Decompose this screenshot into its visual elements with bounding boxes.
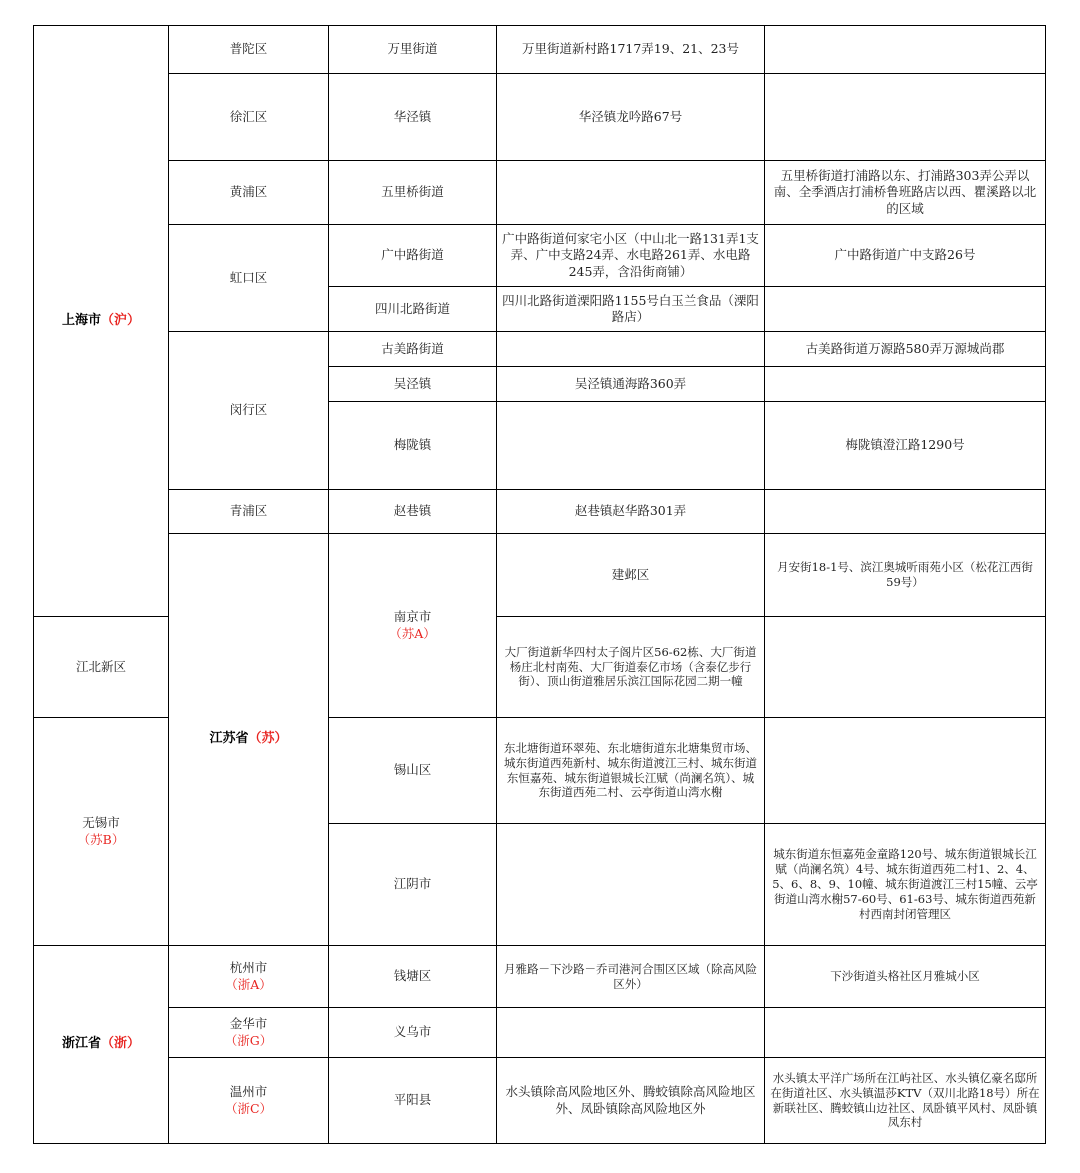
plate-code: （浙A） (225, 976, 272, 992)
mid-risk-cell (497, 332, 765, 367)
mid-risk-cell: 赵巷镇赵华路301弄 (497, 490, 765, 534)
province-cell-zhejiang (34, 946, 169, 1144)
area-cell: 江北新区 (34, 617, 169, 718)
high-risk-cell (765, 287, 1046, 332)
province-name: 浙江省 (61, 1036, 101, 1052)
mid-risk-cell: 万里街道新村路1717弄19、21、23号 (497, 26, 765, 74)
mid-risk-cell: 广中路街道何家宅小区（中山北一路131弄1支弄、广中支路24弄、水电路261弄、水电路245弄，含沿街商铺） (497, 225, 765, 287)
high-risk-cell: 水头镇太平洋广场所在江屿社区、水头镇亿豪名邸所在街道社区、水头镇温莎KTV（双川北路18号）所在新联社区、腾蛟镇山边社区、凤卧镇平风村、凤卧镇凤东村 (765, 1058, 1046, 1144)
province-abbr: （沪） (101, 312, 141, 328)
city-name: 南京市 (393, 609, 432, 625)
province-cell-jiangsu (169, 534, 329, 946)
mid-risk-cell: 华泾镇龙吟路67号 (497, 74, 765, 161)
district-cell: 青浦区 (169, 490, 329, 534)
district-cell: 徐汇区 (169, 74, 329, 161)
area-cell: 建邺区 (497, 534, 765, 617)
table-row (34, 26, 1046, 74)
district-cell: 普陀区 (169, 26, 329, 74)
mid-risk-cell: 月雅路－下沙路－乔司港河合围区区域（除高风险区外） (497, 946, 765, 1008)
province-abbr: （苏） (248, 731, 288, 747)
city-name: 温州市 (229, 1084, 268, 1100)
mid-risk-cell (497, 402, 765, 490)
area-cell: 吴泾镇 (329, 367, 497, 402)
table-row (34, 161, 1046, 225)
area-cell: 江阴市 (329, 824, 497, 946)
area-cell: 赵巷镇 (329, 490, 497, 534)
mid-risk-cell (497, 1008, 765, 1058)
area-cell: 华泾镇 (329, 74, 497, 161)
table-row (34, 225, 1046, 287)
city-name: 杭州市 (229, 960, 268, 976)
high-risk-cell (765, 718, 1046, 824)
table-row (34, 490, 1046, 534)
mid-risk-cell: 东北塘街道环翠苑、东北塘街道东北塘集贸市场、城东街道西苑新村、城东街道渡江三村、城东街道东恒嘉苑、城东街道银城长江赋（尚澜名筑）、城东街道西苑二村、云亭街道山湾水榭 (497, 718, 765, 824)
mid-risk-cell (497, 161, 765, 225)
table-row (34, 534, 1046, 617)
table-row (34, 1058, 1046, 1144)
table-row (34, 332, 1046, 367)
area-cell: 钱塘区 (329, 946, 497, 1008)
mid-risk-cell: 四川北路街道溧阳路1155号白玉兰食品（溧阳路店） (497, 287, 765, 332)
risk-area-table (33, 25, 1046, 1144)
city-cell-wenzhou (169, 1058, 329, 1144)
area-cell: 广中路街道 (329, 225, 497, 287)
table-row (34, 1008, 1046, 1058)
area-cell: 锡山区 (329, 718, 497, 824)
province-cell-shanghai (34, 26, 169, 617)
table-row (34, 946, 1046, 1008)
city-cell-nanjing (329, 534, 497, 718)
high-risk-cell (765, 26, 1046, 74)
area-cell: 义乌市 (329, 1008, 497, 1058)
city-name: 无锡市 (82, 815, 120, 831)
high-risk-cell: 梅陇镇澄江路1290号 (765, 402, 1046, 490)
province-name: 江苏省 (209, 731, 249, 747)
mid-risk-cell: 月安街18-1号、滨江奥城听雨苑小区（松花江西街59号） (765, 534, 1046, 617)
city-cell-wuxi (34, 718, 169, 946)
area-cell: 平阳县 (329, 1058, 497, 1144)
province-name: 上海市 (61, 312, 101, 328)
high-risk-cell (765, 367, 1046, 402)
area-cell: 五里桥街道 (329, 161, 497, 225)
district-cell: 闵行区 (169, 332, 329, 490)
mid-risk-cell: 大厂街道新华四村太子阁片区56-62栋、大厂街道杨庄北村南苑、大厂街道泰亿市场（含泰亿步行街）、顶山街道雅居乐滨江国际花园二期一幢 (497, 617, 765, 718)
area-cell: 四川北路街道 (329, 287, 497, 332)
area-cell: 梅陇镇 (329, 402, 497, 490)
area-cell: 古美路街道 (329, 332, 497, 367)
high-risk-cell (765, 490, 1046, 534)
high-risk-cell: 城东街道东恒嘉苑金童路120号、城东街道银城长江赋（尚澜名筑）4号、城东街道西苑二村1、2、4、5、6、8、9、10幢、城东街道渡江三村15幢、云亭街道山湾水榭57-60号、61-63号、城东街道西苑新村西南封闭管理区 (765, 824, 1046, 946)
mid-risk-cell (497, 824, 765, 946)
table-row (34, 74, 1046, 161)
high-risk-cell (765, 617, 1046, 718)
plate-code: （浙G） (224, 1032, 273, 1048)
high-risk-cell: 广中路街道广中支路26号 (765, 225, 1046, 287)
area-cell: 万里街道 (329, 26, 497, 74)
mid-risk-cell: 水头镇除高风险地区外、腾蛟镇除高风险地区外、凤卧镇除高风险地区外 (497, 1058, 765, 1144)
district-cell: 虹口区 (169, 225, 329, 332)
city-cell-jinhua (169, 1008, 329, 1058)
province-abbr: （浙） (101, 1036, 141, 1052)
plate-code: （苏A） (389, 625, 436, 641)
plate-code: （浙C） (224, 1100, 273, 1116)
district-cell: 黄浦区 (169, 161, 329, 225)
high-risk-cell: 五里桥街道打浦路以东、打浦路303弄公弄以南、全季酒店打浦桥鲁班路店以西、瞿溪路以北的区域 (765, 161, 1046, 225)
city-name: 金华市 (229, 1016, 268, 1032)
mid-risk-cell: 吴泾镇通海路360弄 (497, 367, 765, 402)
city-cell-hangzhou (169, 946, 329, 1008)
plate-code: （苏B） (77, 831, 125, 847)
high-risk-cell: 古美路街道万源路580弄万源城尚郡 (765, 332, 1046, 367)
high-risk-cell (765, 1008, 1046, 1058)
high-risk-cell (765, 74, 1046, 161)
high-risk-cell: 下沙街道头格社区月雅城小区 (765, 946, 1046, 1008)
